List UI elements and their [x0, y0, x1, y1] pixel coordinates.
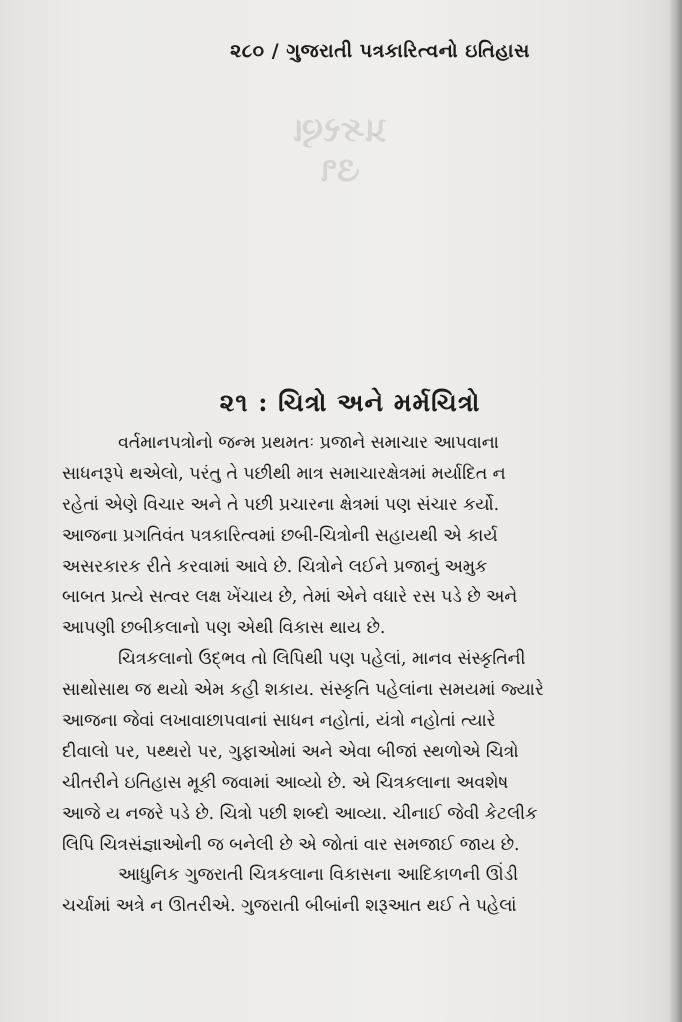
body-line: દીવાલો પર, પથ્થરો પર, ગુફાઓમાં અને એવા બીજાં સ્થળોએ ચિત્રો — [62, 741, 519, 762]
body-line: સાથોસાથ જ થયો એમ કહી શકાય. સંસ્કૃતિ પહેલાંના સમયમાં જ્યારે — [62, 680, 544, 701]
body-text — [62, 428, 656, 922]
body-line: સાધનરૂપે થએલો, પરંતુ તે પછીથી માત્ર સમાચારક્ષેત્રમાં મર્યાદિત ન — [62, 463, 506, 484]
body-line: ચીતરીને ઇતિહાસ મૂકી જવામાં આવ્યો છે. એ ચિત્રકલાના અવશેષ — [62, 772, 509, 793]
body-line: આજે ય નજરે પડે છે. ચિત્રો પછી શબ્દો આવ્યા. ચીનાઈ જેવી કેટલીક — [62, 803, 538, 824]
bleed-through-text: પ્રકરણ ૩૧ — [293, 110, 387, 190]
body-line: રહેતાં એણે વિચાર અને તે પછી પ્રચારના ક્ષેત્રમાં પણ સંચાર કર્યો. — [62, 494, 500, 515]
body-line: આજના જેવાં લખાવાછાપવાનાં સાધન નહોતાં, યંત્રો નહોતાં ત્યારે — [62, 711, 496, 732]
page-spine-shadow — [668, 0, 682, 1022]
running-head: ૨૮૦ / ગુજરાતી પત્રકારિત્વનો ઇતિહાસ — [230, 40, 530, 62]
body-line: અસરકારક રીતે કરવામાં આવે છે. ચિત્રોને લઈને પ્રજાનું અમુક — [62, 556, 488, 577]
body-line: વર્તમાનપત્રોનો જન્મ પ્રથમતઃ પ્રજાને સમાચાર આપવાના — [118, 433, 499, 453]
body-line: આધુનિક ગુજરાતી ચિત્રકલાના વિકાસના આદિકાળની ઊંડી — [118, 865, 519, 886]
body-line: બાબત પ્રત્યે સત્વર લક્ષ ખેંચાય છે, તેમાં એને વધારે રસ પડે છે અને — [62, 587, 518, 608]
body-line: આજના પ્રગતિવંત પત્રકારિત્વમાં છબી-ચિત્રોની સહાયથી એ કાર્ય — [62, 525, 498, 546]
body-line: લિપિ ચિત્રસંજ્ઞાઓની જ બનેલી છે એ જોતાં વાર સમજાઈ જાય છે. — [62, 834, 520, 855]
body-line: ચિત્રકલાનો ઉદ્ભવ તો લિપિથી પણ પહેલાં, માનવ સંસ્કૃતિની — [118, 649, 526, 670]
chapter-title: ૨૧ : ચિત્રો અને મર્મચિત્રો — [219, 388, 481, 417]
body-line: ચર્ચામાં અત્રે ન ઊતરીએ. ગુજરાતી બીબાંની શરૂઆત થઈ તે પહેલાં — [62, 896, 517, 917]
body-line: આપણી છબીકલાનો પણ એથી વિકાસ થાય છે. — [62, 618, 386, 639]
